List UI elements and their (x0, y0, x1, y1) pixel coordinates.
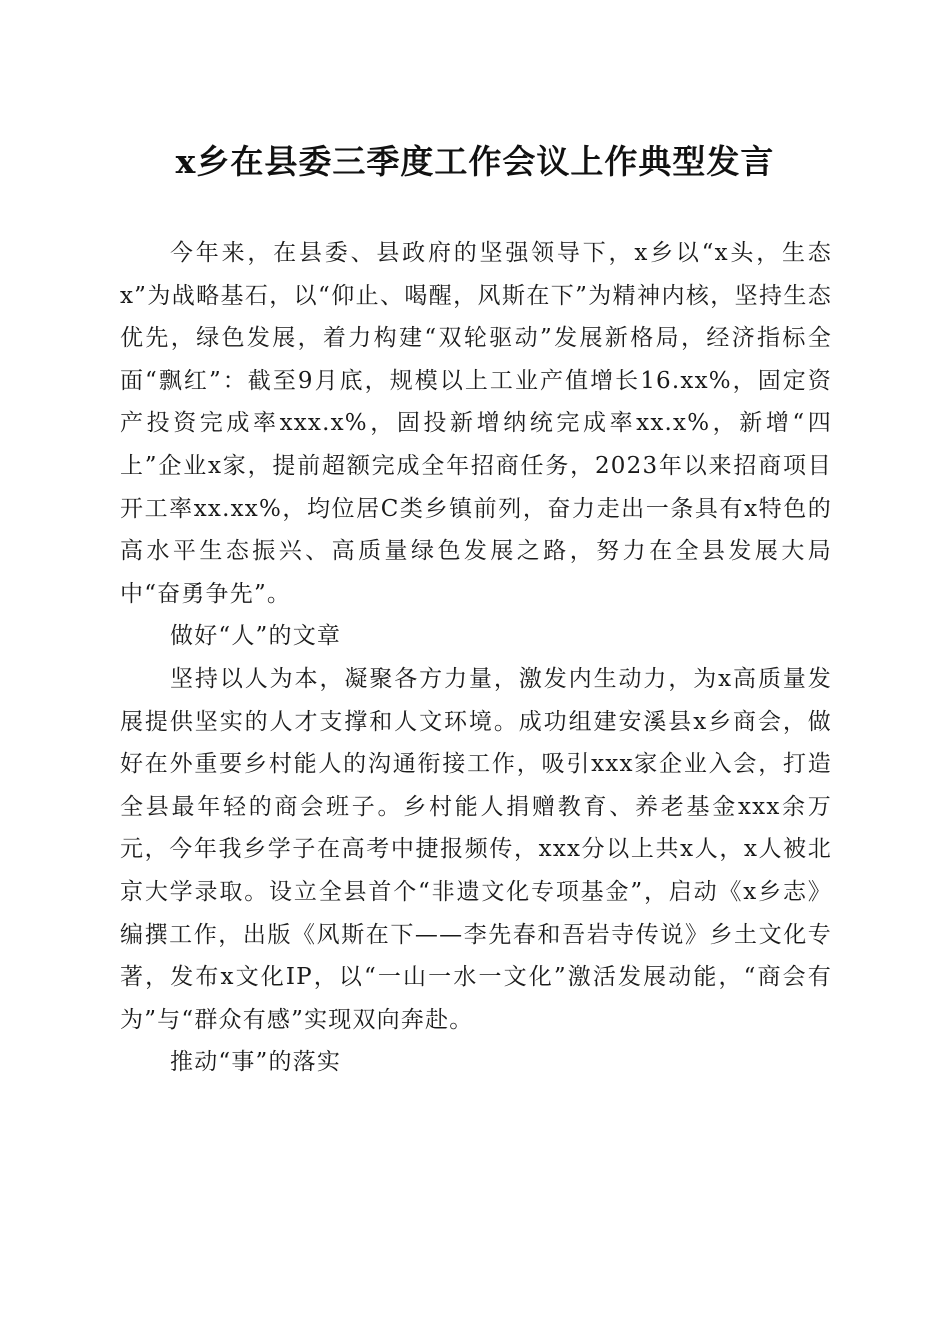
intro-paragraph: 今年来，在县委、县政府的坚强领导下，x乡以“x头，生态x”为战略基石，以“仰止、喝醒，风斯在下”为精神内核，坚持生态优先，绿色发展，着力构建“双轮驱动”发展新格局，经济指标全面“飘红”：截至9月底，规模以上工业产值增长16.xx%，固定资产投资完成率xxx.x%，固投新增纳统完成率xx.x%，新增“四上”企业x家，提前超额完成全年招商任务，2023年以来招商项目开工率xx.xx%，均位居C类乡镇前列，奋力走出一条具有x特色的高水平生态振兴、高质量绿色发展之路，努力在全县发展大局中“奋勇争先”。 (120, 240, 832, 607)
section-heading-affairs: 推动“事”的落实 (170, 1049, 342, 1076)
people-paragraph: 坚持以人为本，凝聚各方力量，激发内生动力，为x高质量发展提供坚实的人才支撑和人文环境。成功组建安溪县x乡商会，做好在外重要乡村能人的沟通衔接工作，吸引xxx家企业入会，打造全县最年轻的商会班子。乡村能人捐赠教育、养老基金xxx余万元，今年我乡学子在高考中捷报频传，xxx分以上共x人，x人被北京大学录取。设立全县首个“非遗文化专项基金”，启动《x乡志》编撰工作，出版《风斯在下——李先春和吾岩寺传说》乡土文化专著，发布x文化IP，以“一山一水一文化”激活发展动能，“商会有为”与“群众有感”实现双向奔赴。 (120, 665, 832, 1033)
section-heading-people: 做好“人”的文章 (170, 623, 342, 650)
document-body (120, 232, 832, 1084)
document-title: x乡在县委三季度工作会议上作典型发言 (175, 142, 775, 181)
